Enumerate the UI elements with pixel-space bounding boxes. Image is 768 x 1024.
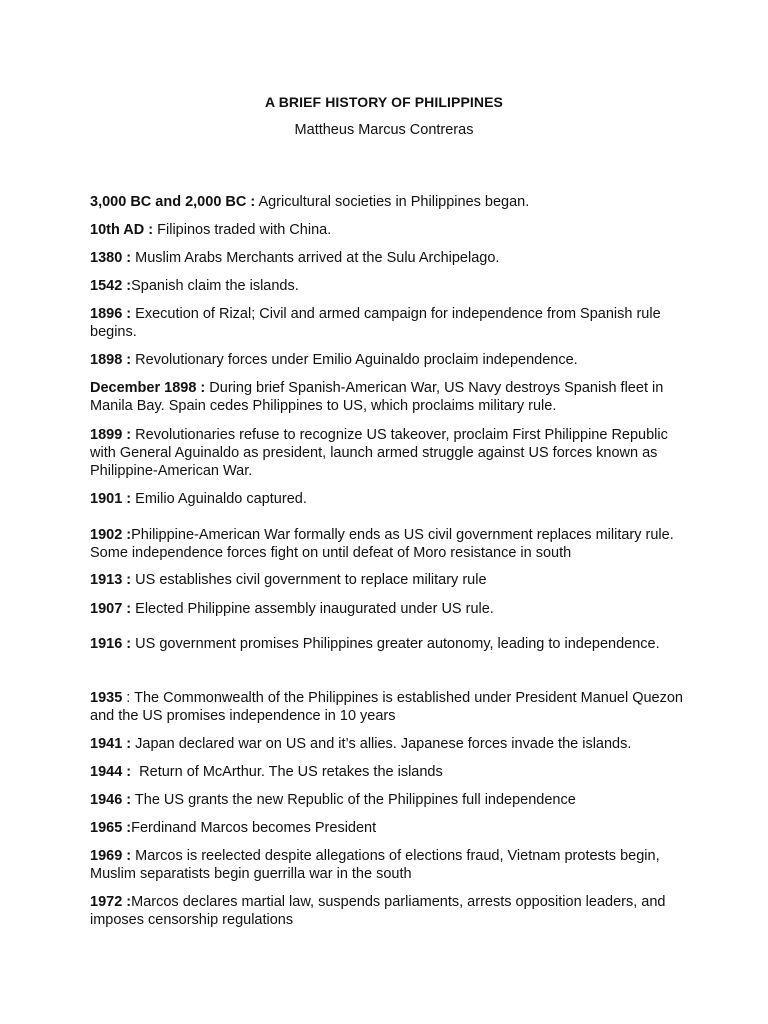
timeline-entry [90,635,690,653]
entry-date: 1965 : [90,819,132,836]
document-title: A BRIEF HISTORY OF PHILIPPINES [265,94,503,110]
entry-date: 1916 : [90,635,132,652]
timeline-entry [90,689,690,725]
entry-text: Marcos declares martial law, suspends parliaments, arrests opposition leaders, and imposes censorship regulations [90,893,666,928]
entry-text: US government promises Philippines greater autonomy, leading to independence. [131,635,660,652]
entry-date: 10th AD : [90,221,154,238]
timeline-entry [90,277,690,295]
timeline-entry [90,571,690,589]
entry-text: The US grants the new Republic of the Philippines full independence [131,791,576,808]
timeline-entry [90,763,690,781]
entry-text: Revolutionary forces under Emilio Aguinaldo proclaim independence. [131,351,578,368]
entry-date: 1380 : [90,249,132,266]
timeline-entry [90,791,690,809]
timeline-entry [90,819,690,837]
entry-text: Japan declared war on US and it’s allies. Japanese forces invade the islands. [131,735,632,752]
timeline-entry [90,426,690,480]
timeline-entry [90,221,690,239]
entry-text: Philippine-American War formally ends as US civil government replaces military rule. Some independence forces fight on until defeat of Moro resistance in south [90,526,674,561]
entry-date: 1901 : [90,490,132,507]
entry-date: 3,000 BC and 2,000 BC : [90,193,256,210]
entry-text: Ferdinand Marcos becomes President [131,819,377,836]
entry-date: 1898 : [90,351,132,368]
entry-text: Execution of Rizal; Civil and armed campaign for independence from Spanish rule begins. [90,305,661,340]
entry-date: 1969 : [90,847,132,864]
entry-text: : The Commonwealth of the Philippines is established under President Manuel Quezon and the US promises independence in 10 years [90,689,683,724]
entry-text: Filipinos traded with China. [153,221,332,238]
entry-text: During brief Spanish-American War, US Navy destroys Spanish fleet in Manila Bay. Spain cedes Philippines to US, which proclaims military rule. [90,379,664,414]
entry-date: 1902 : [90,526,132,543]
entry-date: 1899 : [90,426,132,443]
timeline-entry [90,249,690,267]
entry-date: December 1898 : [90,379,206,396]
entry-date: 1941 : [90,735,132,752]
entry-date: 1896 : [90,305,132,322]
timeline-entry [90,193,690,211]
entry-text: Emilio Aguinaldo captured. [131,490,307,507]
timeline-entry [90,735,690,753]
entry-date: 1972 : [90,893,132,910]
entry-text: Agricultural societies in Philippines began. [255,193,530,210]
timeline-entry [90,379,690,415]
entry-text: Return of McArthur. The US retakes the islands [131,763,443,780]
entry-date: 1946 : [90,791,132,808]
entry-date: 1944 : [90,763,132,780]
entry-text: Elected Philippine assembly inaugurated under US rule. [131,600,494,617]
entry-text: Marcos is reelected despite allegations of elections fraud, Vietnam protests begin, Muslim separatists begin guerrilla war in the south [90,847,660,882]
entry-text: Revolutionaries refuse to recognize US takeover, proclaim First Philippine Republic with General Aguinaldo as president, launch armed struggle against US forces known as Philippine-American War. [90,426,668,479]
entry-date: 1935 [90,689,123,706]
timeline-entry [90,490,690,508]
timeline-entry [90,526,690,562]
timeline-entry [90,847,690,883]
entry-date: 1542 : [90,277,132,294]
entry-text: Spanish claim the islands. [131,277,299,294]
timeline-entry [90,351,690,369]
entry-date: 1913 : [90,571,132,588]
document-author: Mattheus Marcus Contreras [294,122,474,138]
entry-text: Muslim Arabs Merchants arrived at the Sulu Archipelago. [131,249,500,266]
entry-date: 1907 : [90,600,132,617]
entry-text: US establishes civil government to replace military rule [131,571,487,588]
timeline-entry [90,600,690,618]
timeline-entry [90,893,690,929]
timeline-entry [90,305,690,341]
